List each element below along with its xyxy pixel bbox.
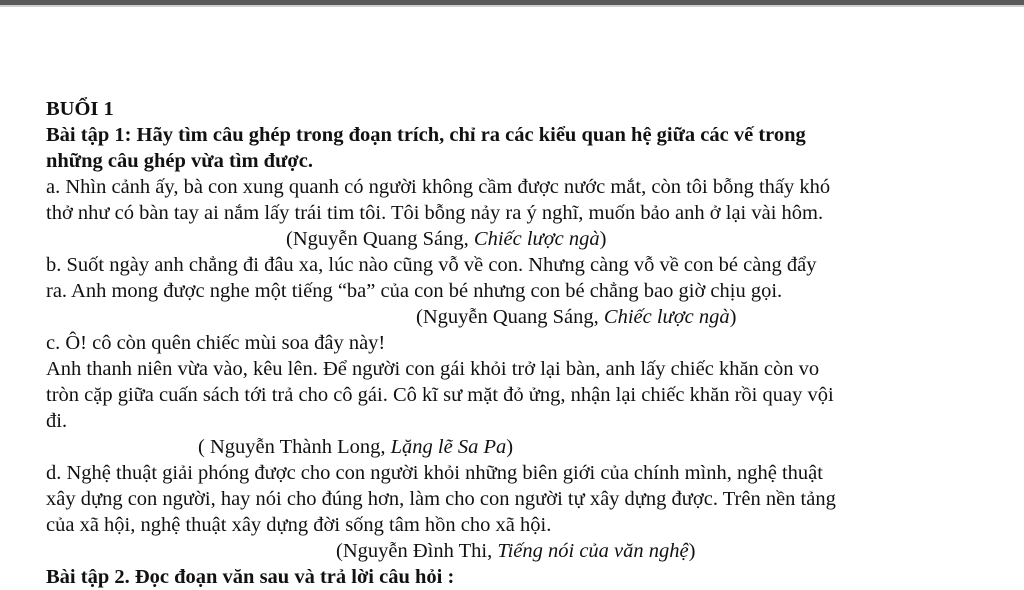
part-c-source [198,434,513,460]
exercise1-title-line2: những câu ghép vừa tìm được. [46,150,313,172]
part-d-source [336,538,695,564]
part-d-source-work: Tiếng nói của văn nghệ [497,540,689,562]
part-c-line3: tròn cặp giữa cuấn sách tới trả cho cô gái. Cô kĩ sư mặt đỏ ửng, nhận lại chiếc khăn rồi quay vội [46,384,834,406]
part-b-source-work: Chiếc lược ngà [603,306,730,328]
part-c-source-author: ( Nguyễn Thành Long, [198,436,391,458]
part-b-source [416,304,736,330]
part-b-line2: ra. Anh mong được nghe một tiếng “ba” của con bé nhưng con bé chẳng bao giờ chịu gọi. [46,280,783,302]
part-b-source-close: ) [729,306,737,328]
part-c-line4: đi. [46,410,68,432]
exercise2-title: Bài tập 2. Đọc đoạn văn sau và trả lời câu hỏi : [46,566,455,588]
part-d-source-close: ) [688,540,696,562]
part-c-source-work: Lặng lẽ Sa Pa [390,436,507,458]
part-b-source-author: (Nguyễn Quang Sáng, [416,306,604,328]
part-c-line1: c. Ô! cô còn quên chiếc mùi soa đây này! [46,332,386,354]
part-a-source-author: (Nguyễn Quang Sáng, [286,228,474,250]
part-a-source-work: Chiếc lược ngà [473,228,600,250]
part-a-line1: a. Nhìn cảnh ấy, bà con xung quanh có người không cầm được nước mắt, còn tôi bỗng thấy khó [46,176,831,198]
part-c-source-close: ) [506,436,514,458]
part-d-source-author: (Nguyễn Đình Thi, [336,540,498,562]
part-a-line2: thở như có bàn tay ai nắm lấy trái tim tôi. Tôi bỗng nảy ra ý nghĩ, muốn bảo anh ở lại vài hôm. [46,202,824,224]
part-c-line2: Anh thanh niên vừa vào, kêu lên. Để người con gái khỏi trở lại bàn, anh lấy chiếc khăn còn vo [46,358,820,380]
part-b-line1: b. Suốt ngày anh chẳng đi đâu xa, lúc nào cũng vỗ về con. Nhưng càng vỗ về con bé càng đẩy [46,254,817,276]
part-d-line1: d. Nghệ thuật giải phóng được cho con người khỏi những biên giới của chính mình, nghệ thuật [46,462,823,484]
part-d-line3: của xã hội, nghệ thuật xây dựng đời sống tâm hồn cho xã hội. [46,514,552,536]
session-heading: BUỔI 1 [46,98,114,120]
top-border-shadow [0,5,1024,7]
exercise1-title-line1: Bài tập 1: Hãy tìm câu ghép trong đoạn trích, chỉ ra các kiểu quan hệ giữa các vế trong [46,124,806,146]
part-a-source [286,226,606,252]
part-a-source-close: ) [599,228,607,250]
part-d-line2: xây dựng con người, hay nói cho đúng hơn, làm cho con người tự xây dựng được. Trên nền tảng [46,488,836,510]
